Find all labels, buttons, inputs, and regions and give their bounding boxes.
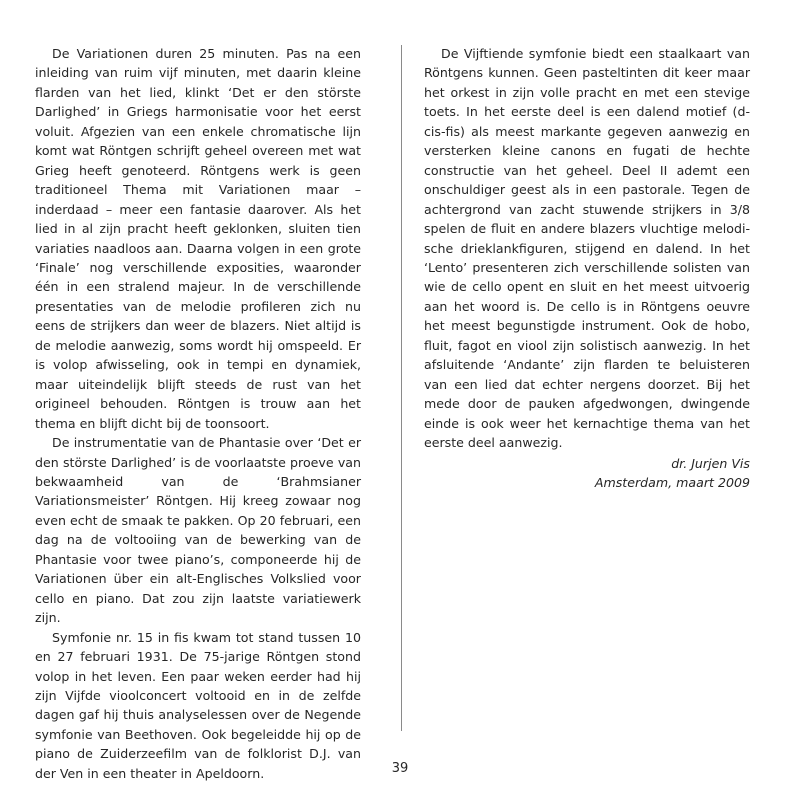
paragraph-variationen: De Variationen duren 25 minuten. Pas na een inleiding van ruim vijf minuten, met daarin kleine flarden van het lied, klinkt ‘Det er den störste Darlighed’ in Griegs harmonisatie voor het eerst voluit. Afgezien van een enkele chromatische lijn komt wat Röntgen schrijft geheel overeen met wat Grieg heeft genoteerd. Röntgens werk is geen traditioneel Thema mit Variationen maar – inderdaad – meer een fantasie daarover. Als het lied in al zijn pracht heeft geklonken, sluiten tien variaties naadloos aan. Daarna volgen in een grote ‘Finale’ nog verschillende exposities, waaronder één in een stralend majeur. In de verschillende presentaties van de melodie profileren zich nu eens de strijkers dan weer de blazers. Niet altijd is de melodie aanwezig, soms wordt hij omspeeld. Er is volop afwisseling, ook in tempi en dynamiek, maar uiteindelijk blijft steeds de rust van het origineel behouden. Röntgen is trouw aan het thema en blijft dicht bij de toonsoort. xyxy=(35,46,361,431)
paragraph-instrumentatie: De instrumentatie van de Phantasie over ‘Det er den störste Darlighed’ is de voorlaatste proeve van bekwaamheid van de ‘Brahmsianer Variationsmeister’ Röntgen. Hij kreeg zowaar nog even echt de smaak te pakken. Op 20 februari, een dag na de voltooiing van de bewerking van de Phantasie voor twee piano’s, componeerde hij de Variationen über ein alt-Englisches Volkslied voor cello en piano. Dat zou zijn laatste variatiewerk zijn. xyxy=(35,435,361,626)
signature-place-date: Amsterdam, maart 2009 xyxy=(594,474,750,490)
page-number: 39 xyxy=(391,761,409,776)
paragraph-symfonie-15: Symfonie nr. 15 in fis kwam tot stand tussen 10 en 27 februari 1931. De 75-jarige Röntgen stond volop in het leven. Een paar weken eerder had hij zijn Vijfde vioolconcert voltooid en in de zelfde dagen gaf hij thuis analyselessen over de Negende symfonie van Beethoven. Ook begeleidde hij op de piano de Zuiderzeefilm van de folklorist D.J. van der Ven in een theater in Apeldoorn. xyxy=(35,629,361,781)
signature-author: dr. Jurjen Vis xyxy=(671,455,750,471)
left-column xyxy=(35,44,361,783)
paragraph-vijftiende-symfonie: De Vijftiende symfonie biedt een staalkaart van Röntgens kunnen. Geen pasteltinten dit keer maar het orkest in zijn volle pracht en met een stevige toets. In het eerste deel is een dalend motief (d-cis-fis) als meest markante gegeven aanwezig en versterken kleine canons en fugati de hechte constructie van het geheel. Deel II ademt een onschuldiger geest als in een pastorale. Tegen de achtergrond van zacht stuwende strijkers in 3/8 spelen de fluit en andere blazers vluchtige melodische drieklankfiguren, stijgend en dalend. In het ‘Lento’ presenteren zich verschillende solisten van wie de cello opent en sluit en het meest uitvoerig aan het woord is. De cello is in Röntgens oeuvre het meest begunstigde instrument. Ook de hobo, fluit, fagot en viool zijn solistisch aanwezig. In het afsluitende ‘Andante’ zijn flarden te beluisteren van een lied dat echter nergens doorzet. Bij het mede door de pauken afgedwongen, dwingende einde is ook weer het kernachtige thema van het eerste deel aanwezig. xyxy=(424,46,750,451)
signature-block xyxy=(424,454,750,493)
column-divider xyxy=(401,45,402,731)
right-column xyxy=(424,44,750,492)
